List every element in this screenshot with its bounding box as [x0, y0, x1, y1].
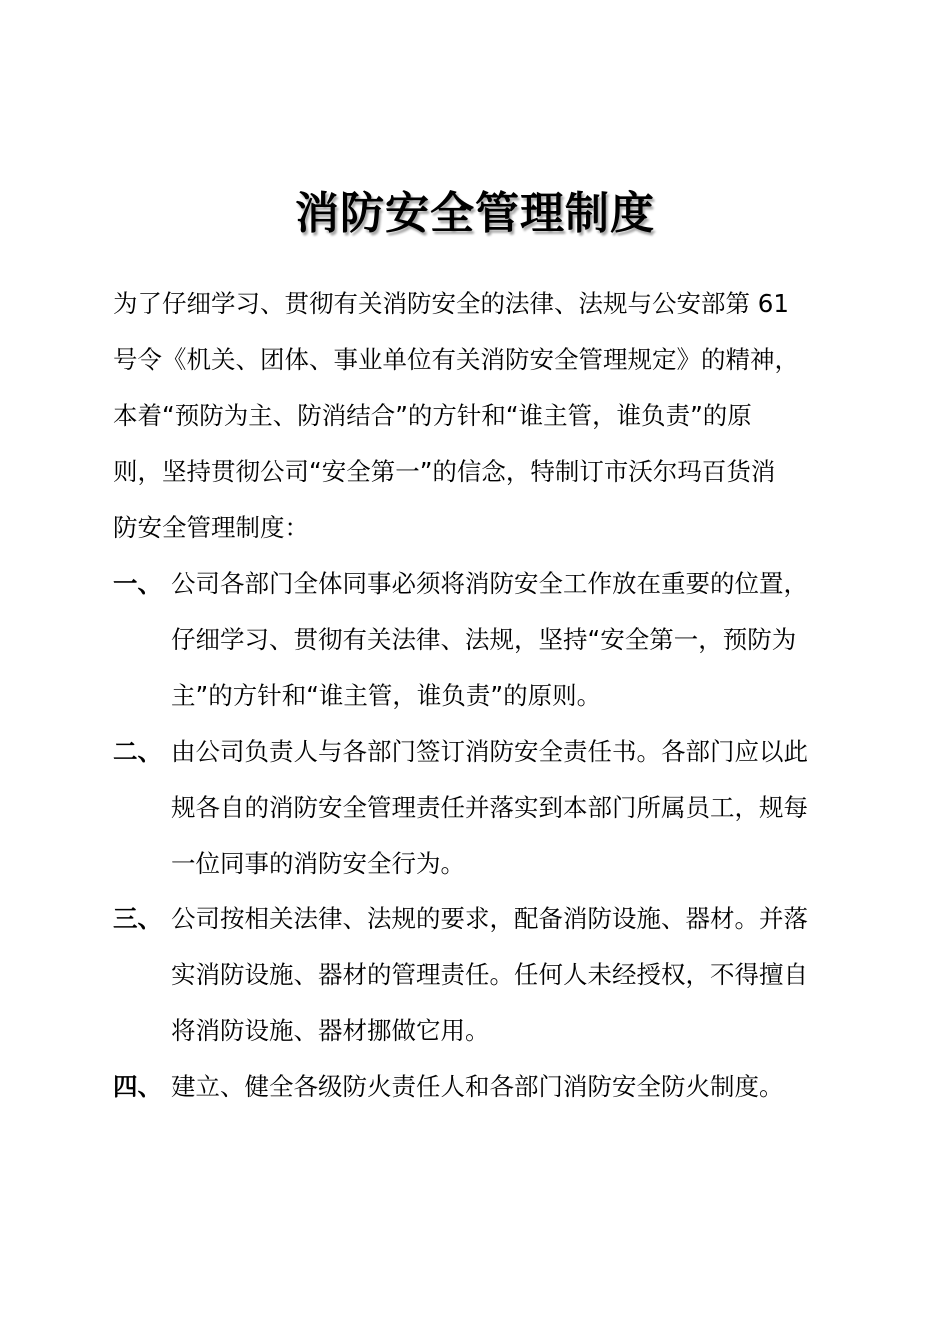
intro-line: 号令《机关、团体、事业单位有关消防安全管理规定》的精神， [113, 345, 799, 374]
item-number: 三、 [113, 904, 162, 933]
list-item-4 [113, 1059, 843, 1115]
item-number: 四、 [113, 1072, 162, 1101]
intro-line: 防安全管理制度： [113, 513, 309, 542]
item-line: 建立、健全各级防火责任人和各部门消防安全防火制度。 [171, 1072, 784, 1101]
item-text [171, 556, 843, 724]
item-number: 二、 [113, 737, 162, 766]
intro-line: 本着“预防为主、防消结合”的方针和“谁主管，谁负责”的原 [113, 401, 752, 430]
item-number: 一、 [113, 569, 162, 598]
intro-line: 则，坚持贯彻公司“安全第一”的信念，特制订市沃尔玛百货消 [113, 457, 776, 486]
item-text [171, 891, 843, 1059]
item-text [171, 724, 843, 892]
item-line: 将消防设施、器材挪做它用。 [171, 1016, 490, 1045]
list-item-2 [113, 724, 843, 892]
intro-paragraph [113, 276, 833, 556]
list-item-1 [113, 556, 843, 724]
item-text [171, 1059, 843, 1115]
item-line: 由公司负责人与各部门签订消防安全责任书。各部门应以此 [171, 737, 808, 766]
item-line: 公司各部门全体同事必须将消防安全工作放在重要的位置， [171, 569, 808, 598]
item-line: 公司按相关法律、法规的要求，配备消防设施、器材。并落 [171, 904, 808, 933]
item-line: 规各自的消防安全管理责任并落实到本部门所属员工，规每 [171, 793, 808, 822]
list-item-3 [113, 891, 843, 1059]
item-line: 主”的方针和“谁主管，谁负责”的原则。 [171, 681, 602, 710]
item-line: 仔细学习、贯彻有关法律、法规，坚持“安全第一，预防为 [171, 625, 797, 654]
intro-line: 为了仔细学习、贯彻有关消防安全的法律、法规与公安部第 61 [113, 289, 789, 318]
item-line: 一位同事的消防安全行为。 [171, 849, 465, 878]
item-line: 实消防设施、器材的管理责任。任何人未经授权，不得擅自 [171, 960, 808, 989]
document-title: 消防安全管理制度 [295, 188, 655, 239]
